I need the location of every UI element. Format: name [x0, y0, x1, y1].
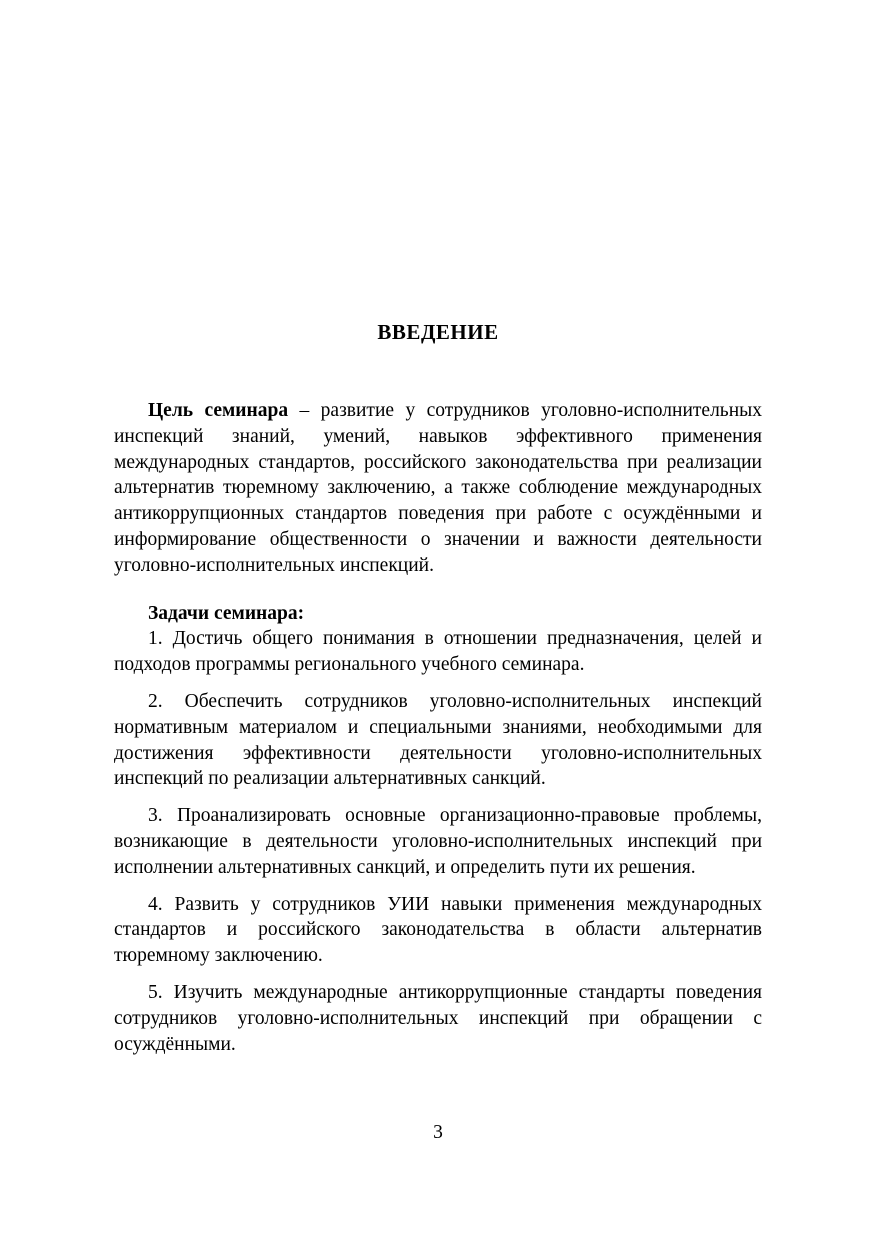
task-item-4: 4. Развить у сотрудников УИИ навыки применения международных стандартов и российского законодательства в области альтернатив тюремному заключению.	[114, 893, 762, 967]
section-heading: ВВЕДЕНИЕ	[377, 320, 499, 344]
goal-paragraph	[114, 398, 762, 579]
document-body	[114, 398, 762, 1068]
page-number: 3	[433, 1122, 443, 1143]
task-item-2: 2. Обеспечить сотрудников уголовно-исполнительных инспекций нормативным материалом и специальными знаниями, необходимыми для достижения эффективности деятельности уголовно-исполнительных инспекций по реализации альтернативных санкций.	[114, 690, 762, 790]
goal-text: – развитие у сотрудников уголовно-исполнительных инспекций знаний, умений, навыков эффективного применения международных стандартов, российского законодательства при реализации альтернатив тюремному заключению, а также соблюдение международных антикоррупционных стандартов поведения при работе с осуждёнными и информирование общественности о значении и важности деятельности уголовно-исполнительных инспекций.	[114, 400, 762, 576]
goal-lead: Цель семинара	[148, 400, 289, 421]
task-item-5: 5. Изучить международные антикоррупционные стандарты поведения сотрудников уголовно-исполнительных инспекций при обращении с осуждёнными.	[114, 981, 762, 1055]
document-page	[114, 0, 762, 1241]
task-item-3: 3. Проанализировать основные организационно-правовые проблемы, возникающие в деятельности уголовно-исполнительных инспекций при исполнении альтернативных санкций, и определить пути их решения.	[114, 805, 762, 878]
tasks-heading: Задачи семинара:	[148, 602, 305, 624]
task-item-1: 1. Достичь общего понимания в отношении предназначения, целей и подходов программы регионального учебного семинара.	[114, 628, 762, 676]
